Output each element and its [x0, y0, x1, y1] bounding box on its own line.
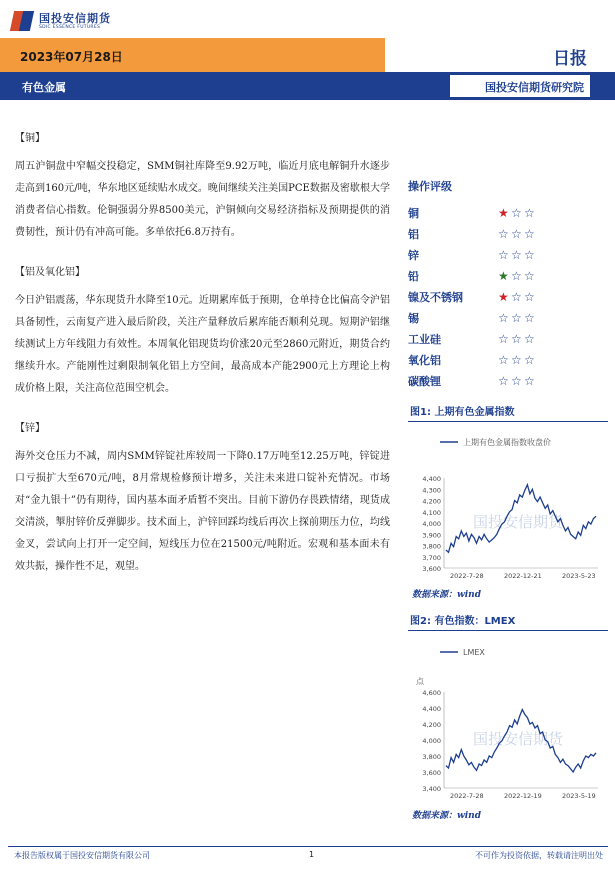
section-body: 海外交仓压力不减，周内SMM锌锭社库较周一下降0.17万吨至12.25万吨，锌锭进口亏损扩大至670元/吨，8月常规检修预计增多，关注未来进口锭补充情况。市场对“金九银十”仍有期待，国内基本面矛盾暂不突出。目前下游仍存畏跌情绪，现货成交清淡，掣肘锌价反弹脚步。技术面上，沪锌回踩均线后再次上探前期压力位，均线金叉，尝试向上打开一定空间，短线压力位在21500元/吨附近。宏观和基本面未有效共振，操作性不足，观望。 — [15, 451, 390, 572]
x-tick-label: 2022-12-19 — [504, 792, 542, 800]
section-copper — [15, 128, 390, 244]
rating-metal-name: 镍及不锈钢 — [408, 290, 463, 304]
star-outline-icon: ☆ — [524, 373, 535, 388]
rating-stars — [498, 354, 537, 366]
report-type: 日报 — [553, 49, 587, 69]
commentary-column — [15, 128, 390, 596]
star-filled-icon: ★ — [498, 205, 509, 220]
rating-row — [408, 307, 608, 328]
rating-stars — [498, 312, 537, 324]
rating-row — [408, 349, 608, 370]
y-tick-label: 4,200 — [422, 721, 441, 729]
y-tick-label: 4,100 — [422, 508, 441, 517]
star-outline-icon: ☆ — [524, 289, 535, 304]
y-tick-label: 4,200 — [422, 497, 441, 506]
institute-box — [450, 75, 590, 97]
star-outline-icon: ☆ — [524, 205, 535, 220]
footer-copyright: 本报告版权属于国投安信期货有限公司 — [14, 851, 150, 860]
rating-stars — [498, 333, 537, 345]
star-outline-icon: ☆ — [511, 331, 522, 346]
x-tick-label: 2022-7-28 — [450, 572, 484, 580]
y-tick-label: 3,400 — [422, 785, 441, 793]
section-banner — [0, 72, 615, 100]
y-tick-label: 4,400 — [422, 475, 441, 483]
legend — [440, 648, 485, 657]
y-tick-label: 3,800 — [422, 753, 441, 761]
star-outline-icon: ☆ — [511, 226, 522, 241]
figure-1-title: 图1: 上期有色金属指数 — [410, 407, 515, 418]
rating-metal-name: 铜 — [408, 206, 419, 220]
rating-metal-name: 铝 — [408, 227, 419, 241]
y-tick-label: 3,800 — [422, 542, 441, 551]
star-outline-icon: ☆ — [511, 310, 522, 325]
x-tick-label: 2022-7-28 — [450, 792, 484, 800]
section-heading: 【锌】 — [15, 423, 45, 434]
rating-row — [408, 328, 608, 349]
y-tick-label: 3,600 — [422, 769, 441, 777]
star-outline-icon: ☆ — [498, 373, 509, 388]
star-outline-icon: ☆ — [524, 268, 535, 283]
star-outline-icon: ☆ — [511, 352, 522, 367]
y-tick-label: 4,000 — [422, 520, 441, 528]
report-date: 2023年07月28日 — [20, 50, 123, 64]
institute-name: 国投安信期货研究院 — [485, 81, 584, 94]
chart-lmex — [408, 640, 608, 800]
y-tick-label: 4,300 — [422, 486, 441, 495]
rating-panel — [408, 178, 608, 391]
rating-stars — [498, 207, 537, 219]
rating-metal-name: 锌 — [408, 248, 419, 262]
x-tick-label: 2023-5-19 — [562, 792, 596, 800]
star-outline-icon: ☆ — [498, 226, 509, 241]
star-outline-icon: ☆ — [498, 331, 509, 346]
star-outline-icon: ☆ — [511, 247, 522, 262]
section-zinc — [15, 418, 390, 578]
figure-2-rule — [408, 630, 608, 631]
star-outline-icon: ☆ — [524, 352, 535, 367]
rating-stars — [498, 228, 537, 240]
rating-title: 操作评级 — [408, 180, 452, 193]
y-tick-label: 3,900 — [422, 531, 441, 540]
section-body: 周五沪铜盘中窄幅交投稳定，SMM铜社库降至9.92万吨，临近月底电解铜升水逐步走高到160元/吨，华东地区延续贴水成交。晚间继续关注美国PCE数据及密歇根大学消费者信心指数。伦铜强弱分界8500美元，沪铜倾向交易经济指标及预期提供的消费韧性，预计仍有冲高可能。多单依托6.8万持有。 — [15, 161, 390, 238]
logo-mark-icon — [12, 11, 34, 31]
logo-name: 国投安信期货 — [39, 11, 111, 25]
star-outline-icon: ☆ — [511, 268, 522, 283]
star-outline-icon: ☆ — [524, 226, 535, 241]
rating-metal-name: 工业硅 — [408, 332, 441, 346]
star-filled-icon: ★ — [498, 289, 509, 304]
y-tick-label: 3,700 — [422, 553, 441, 562]
chart-watermark: 国投安信期货 — [472, 730, 564, 748]
rating-row — [408, 286, 608, 307]
rating-stars — [498, 291, 537, 303]
y-tick-label: 4,600 — [422, 689, 441, 697]
section-aluminum — [15, 262, 390, 400]
star-outline-icon: ☆ — [498, 352, 509, 367]
legend-label: 上期有色金属指数收盘价 — [463, 438, 551, 447]
rating-metal-name: 氧化铝 — [408, 353, 441, 367]
footer-disclaimer: 不可作为投资依据，转载请注明出处 — [475, 851, 603, 860]
section-body: 今日沪铝震荡，华东现货升水降至10元。近期累库低于预期，仓单持仓比偏高令沪铝具备韧性，云南复产进入最后阶段，关注产量释放后累库能否顺利兑现。短期沪铝继续测试上方年线阻力有效性。本周氧化铝现货均价涨20元至2860元附近，期货合约继续升水。产能刚性过剩限制氧化铝上方空间，最高成本产能2900元上方理论上构成价格上限，关注高位范围空机会。 — [15, 295, 390, 394]
star-outline-icon: ☆ — [498, 310, 509, 325]
footer-rule — [8, 846, 608, 847]
rating-metal-name: 铅 — [408, 269, 419, 283]
star-filled-icon: ★ — [498, 268, 509, 283]
rating-stars — [498, 270, 537, 282]
star-outline-icon: ☆ — [524, 331, 535, 346]
star-outline-icon: ☆ — [524, 247, 535, 262]
date-banner — [0, 38, 385, 72]
report-type-area — [385, 38, 615, 72]
rating-row — [408, 244, 608, 265]
figure-2-source: 数据来源：wind — [412, 811, 482, 821]
figure-2-title: 图2: 有色指数：LMEX — [410, 616, 516, 627]
rating-row — [408, 265, 608, 286]
star-outline-icon: ☆ — [524, 310, 535, 325]
figure-1-source: 数据来源：wind — [412, 590, 482, 600]
x-tick-label: 2022-12-21 — [504, 572, 542, 580]
logo-english-name: SDIC ESSENCE FUTURES — [39, 24, 101, 30]
y-tick-label: 4,000 — [422, 737, 441, 745]
section-heading: 【铜】 — [15, 133, 45, 144]
rating-row — [408, 202, 608, 223]
rating-row — [408, 370, 608, 391]
star-outline-icon: ☆ — [511, 289, 522, 304]
rating-stars — [498, 249, 537, 261]
figure-1-rule — [408, 421, 608, 422]
section-name: 有色金属 — [22, 81, 66, 94]
section-heading: 【铝及氧化铝】 — [15, 267, 85, 278]
page-number: 1 — [309, 850, 315, 859]
star-outline-icon: ☆ — [498, 247, 509, 262]
rating-metal-name: 锡 — [408, 311, 419, 325]
legend-label: LMEX — [463, 648, 485, 657]
chart-shfe-nonferrous-index — [408, 430, 608, 580]
legend — [440, 437, 551, 447]
rating-stars — [498, 375, 537, 387]
rating-list — [408, 202, 608, 391]
x-tick-label: 2023-5-23 — [562, 572, 596, 580]
star-outline-icon: ☆ — [511, 205, 522, 220]
rating-row — [408, 223, 608, 244]
chart-watermark: 国投安信期货 — [472, 513, 564, 531]
company-logo — [12, 8, 111, 34]
y-axis-label: 点 — [416, 677, 424, 686]
y-tick-label: 3,600 — [422, 565, 441, 573]
star-outline-icon: ☆ — [511, 373, 522, 388]
y-tick-label: 4,400 — [422, 705, 441, 713]
rating-metal-name: 碳酸锂 — [408, 374, 441, 388]
